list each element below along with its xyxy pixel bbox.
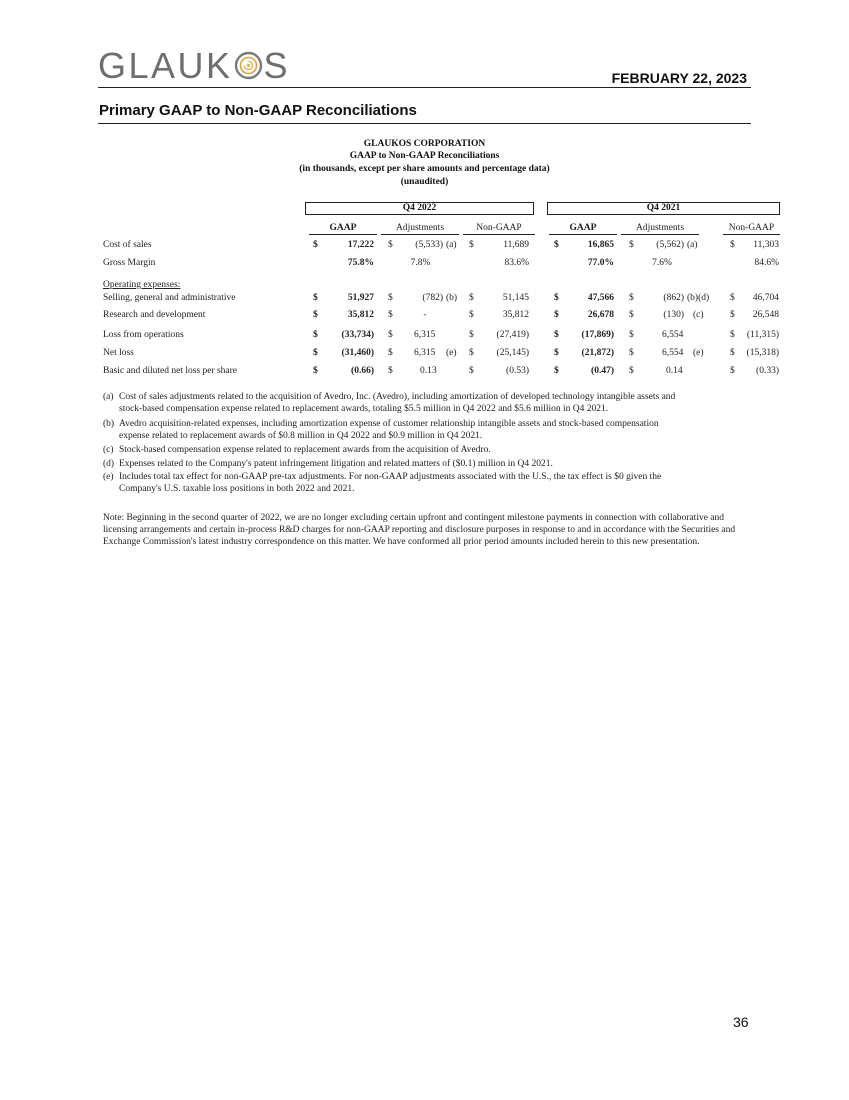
cell-currency: $: [730, 330, 735, 340]
cell-currency: $: [469, 293, 474, 303]
cell-nongaap-q4-2021: (15,318): [746, 348, 779, 358]
logo-text-left: GLAUK: [98, 45, 233, 86]
cell-currency: $: [469, 330, 474, 340]
footnote-text: Cost of sales adjustments related to the acquisition of Avedro, Inc. (Avedro), including amortization of developed technology intangible assets and: [119, 392, 676, 402]
cell-adj-q4-2022: 0.13: [420, 366, 437, 376]
cell-currency: $: [469, 348, 474, 358]
row-label-loss-from-operations: Loss from operations: [103, 330, 184, 340]
col-header-non-gaap: Non-GAAP: [728, 223, 775, 233]
col-header-adjustments: Adjustments: [635, 223, 685, 233]
footnote-label: (c): [103, 445, 114, 455]
period-header-q4-2022: Q4 2022: [305, 202, 534, 215]
footnote-text: Avedro acquisition-related expenses, including amortization expense of customer relationship intangible assets and stock-based compensation: [119, 419, 659, 429]
cell-adj-q4-2022: 7.8%: [410, 258, 431, 268]
unaudited-label: (unaudited): [400, 177, 449, 187]
cell-footnote-ref: (c): [693, 310, 704, 320]
cell-nongaap-q4-2022: 11,689: [503, 240, 529, 250]
cell-footnote-ref: (a): [446, 240, 457, 250]
header-underline: [621, 234, 699, 235]
presentation-note: Note: Beginning in the second quarter of 2022, we are no longer excluding certain upfront and contingent milestone payments in connection with collaborative and licensing arrangements and certain in-process R&D charges for non-GAAP reporting and disclosure purposes in response to and in accordance with the Securities and Exchange Commission's latest industry correspondence on this matter. We have conformed all prior period amounts included herein to this new presentation.: [103, 513, 736, 548]
footnote-d: [103, 458, 753, 470]
cell-currency: $: [469, 366, 474, 376]
cell-currency: $: [629, 310, 634, 320]
footnote-text: Includes total tax effect for non-GAAP pre-tax adjustments. For non-GAAP adjustments associated with the U.S., the tax effect is $0 given the: [119, 472, 662, 482]
footnote-text: Stock-based compensation expense related to replacement awards from the acquisition of Avedro.: [119, 445, 491, 455]
footnote-e: [103, 471, 753, 495]
operating-expenses-label: Operating expenses:: [103, 280, 181, 290]
cell-currency: $: [313, 348, 318, 358]
col-header-gaap: GAAP: [329, 223, 357, 233]
cell-nongaap-q4-2022: 83.6%: [504, 258, 529, 268]
cell-currency: $: [554, 348, 559, 358]
cell-gaap-q4-2021: 77.0%: [587, 258, 614, 268]
cell-currency: $: [388, 348, 393, 358]
cell-nongaap-q4-2022: (25,145): [496, 348, 529, 358]
cell-currency: $: [730, 240, 735, 250]
cell-gaap-q4-2021: (0.47): [591, 366, 614, 376]
footnote-label: (d): [103, 459, 115, 469]
footnote-text-continued: stock-based compensation expense related to replacement awards, totaling $5.5 million in Q4 2022 and $5.6 million in Q4 2021.: [119, 404, 609, 414]
cell-currency: $: [388, 330, 393, 340]
cell-gaap-q4-2021: (17,869): [581, 330, 614, 340]
cell-gaap-q4-2022: (33,734): [341, 330, 374, 340]
cell-adj-q4-2022: (782): [422, 293, 443, 303]
col-header-gaap: GAAP: [569, 223, 597, 233]
header-underline: [549, 234, 617, 235]
cell-nongaap-q4-2021: 11,303: [753, 240, 779, 250]
company-name: GLAUKOS CORPORATION: [363, 139, 486, 149]
footnote-label: (b): [103, 419, 115, 429]
cell-gaap-q4-2022: 75.8%: [347, 258, 374, 268]
page-number: 36: [733, 1014, 749, 1030]
header-underline: [723, 234, 780, 235]
cell-nongaap-q4-2022: (27,419): [496, 330, 529, 340]
section-title: Primary GAAP to Non-GAAP Reconciliations: [99, 102, 417, 119]
cell-nongaap-q4-2022: 51,145: [502, 293, 529, 303]
header-underline: [463, 234, 535, 235]
cell-currency: $: [388, 310, 393, 320]
cell-currency: $: [629, 366, 634, 376]
cell-nongaap-q4-2021: 46,704: [752, 293, 779, 303]
cell-gaap-q4-2022: 51,927: [347, 293, 374, 303]
row-label-rnd: Research and development: [103, 310, 206, 320]
cell-gaap-q4-2021: 16,865: [587, 240, 614, 250]
cell-currency: $: [730, 310, 735, 320]
cell-gaap-q4-2021: (21,872): [581, 348, 614, 358]
cell-gaap-q4-2022: (0.66): [351, 366, 374, 376]
cell-currency: $: [554, 240, 559, 250]
cell-adj-q4-2021: 6,554: [662, 348, 684, 358]
footnote-a: [103, 391, 753, 415]
row-label-gross-margin: Gross Margin: [103, 258, 156, 268]
cell-currency: $: [388, 366, 393, 376]
row-label-cost-of-sales: Cost of sales: [103, 240, 152, 250]
row-label-sga: Selling, general and administrative: [103, 293, 236, 303]
period-header-q4-2021: Q4 2021: [547, 202, 780, 215]
cell-adj-q4-2021: (130): [663, 310, 684, 320]
footnote-c: [103, 444, 753, 456]
report-date: FEBRUARY 22, 2023: [611, 70, 747, 86]
cell-currency: $: [629, 330, 634, 340]
cell-gaap-q4-2022: (31,460): [341, 348, 374, 358]
cell-currency: $: [730, 348, 735, 358]
cell-currency: $: [730, 366, 735, 376]
footnote-text-continued: Company's U.S. taxable loss positions in both 2022 and 2021.: [119, 484, 355, 494]
cell-adj-q4-2021: (5,562): [656, 240, 684, 250]
row-label-net-loss: Net loss: [103, 348, 134, 358]
cell-adj-q4-2022: 6,315: [414, 348, 436, 358]
col-header-adjustments: Adjustments: [395, 223, 445, 233]
cell-currency: $: [313, 240, 318, 250]
cell-nongaap-q4-2021: 26,548: [752, 310, 779, 320]
cell-currency: $: [313, 310, 318, 320]
cell-footnote-ref: (b): [446, 293, 458, 303]
cell-adj-q4-2021: 7.6%: [652, 258, 672, 268]
cell-currency: $: [313, 366, 318, 376]
cell-gaap-q4-2021: 26,678: [587, 310, 614, 320]
cell-currency: $: [554, 330, 559, 340]
header-underline: [309, 234, 377, 235]
footnote-text-continued: expense related to replacement awards of $0.8 million in Q4 2022 and $0.9 million in Q4 2021.: [119, 431, 483, 441]
cell-currency: $: [629, 240, 634, 250]
cell-adj-q4-2021: 6,554: [662, 330, 684, 340]
cell-currency: $: [730, 293, 735, 303]
cell-nongaap-q4-2022: (0.53): [506, 366, 529, 376]
cell-currency: $: [313, 293, 318, 303]
cell-nongaap-q4-2022: 35,812: [502, 310, 529, 320]
cell-footnote-ref: (a): [687, 240, 698, 250]
cell-adj-q4-2021: 0.14: [666, 366, 683, 376]
cell-adj-q4-2022: -: [423, 310, 427, 320]
footnote-label: (a): [103, 392, 114, 402]
header-rule: [98, 87, 751, 88]
cell-currency: $: [554, 293, 559, 303]
cell-adj-q4-2022: 6,315: [414, 330, 436, 340]
cell-nongaap-q4-2021: (0.33): [756, 366, 779, 376]
cell-gaap-q4-2022: 17,222: [347, 240, 374, 250]
cell-footnote-ref: (e): [446, 348, 457, 358]
cell-currency: $: [313, 330, 318, 340]
logo-spiral-icon: [234, 48, 263, 77]
cell-adj-q4-2022: (5,533): [415, 240, 443, 250]
cell-currency: $: [388, 293, 393, 303]
cell-nongaap-q4-2021: (11,315): [746, 330, 779, 340]
statement-subtitle: (in thousands, except per share amounts and percentage data): [299, 164, 550, 174]
cell-currency: $: [629, 348, 634, 358]
cell-currency: $: [469, 310, 474, 320]
cell-gaap-q4-2022: 35,812: [347, 310, 374, 320]
cell-currency: $: [554, 366, 559, 376]
logo-text-right: S: [263, 45, 291, 86]
footnote-label: (e): [103, 472, 114, 482]
cell-adj-q4-2021: (862): [663, 293, 684, 303]
cell-footnote-ref: (e): [693, 348, 704, 358]
glaukos-logo: [98, 46, 290, 86]
footnote-b: [103, 418, 753, 442]
statement-title: GAAP to Non-GAAP Reconciliations: [349, 151, 500, 161]
cell-nongaap-q4-2021: 84.6%: [754, 258, 779, 268]
section-rule: [98, 123, 751, 124]
row-label-eps: Basic and diluted net loss per share: [103, 366, 238, 376]
cell-currency: $: [554, 310, 559, 320]
header-underline: [381, 234, 459, 235]
footnote-text: Expenses related to the Company's patent infringement litigation and related matters of ($0.1) million in Q4 2021.: [119, 459, 553, 469]
cell-currency: $: [388, 240, 393, 250]
cell-currency: $: [469, 240, 474, 250]
cell-currency: $: [629, 293, 634, 303]
col-header-non-gaap: Non-GAAP: [476, 223, 522, 233]
cell-gaap-q4-2021: 47,566: [587, 293, 614, 303]
cell-footnote-ref: (b)(d): [687, 293, 710, 303]
